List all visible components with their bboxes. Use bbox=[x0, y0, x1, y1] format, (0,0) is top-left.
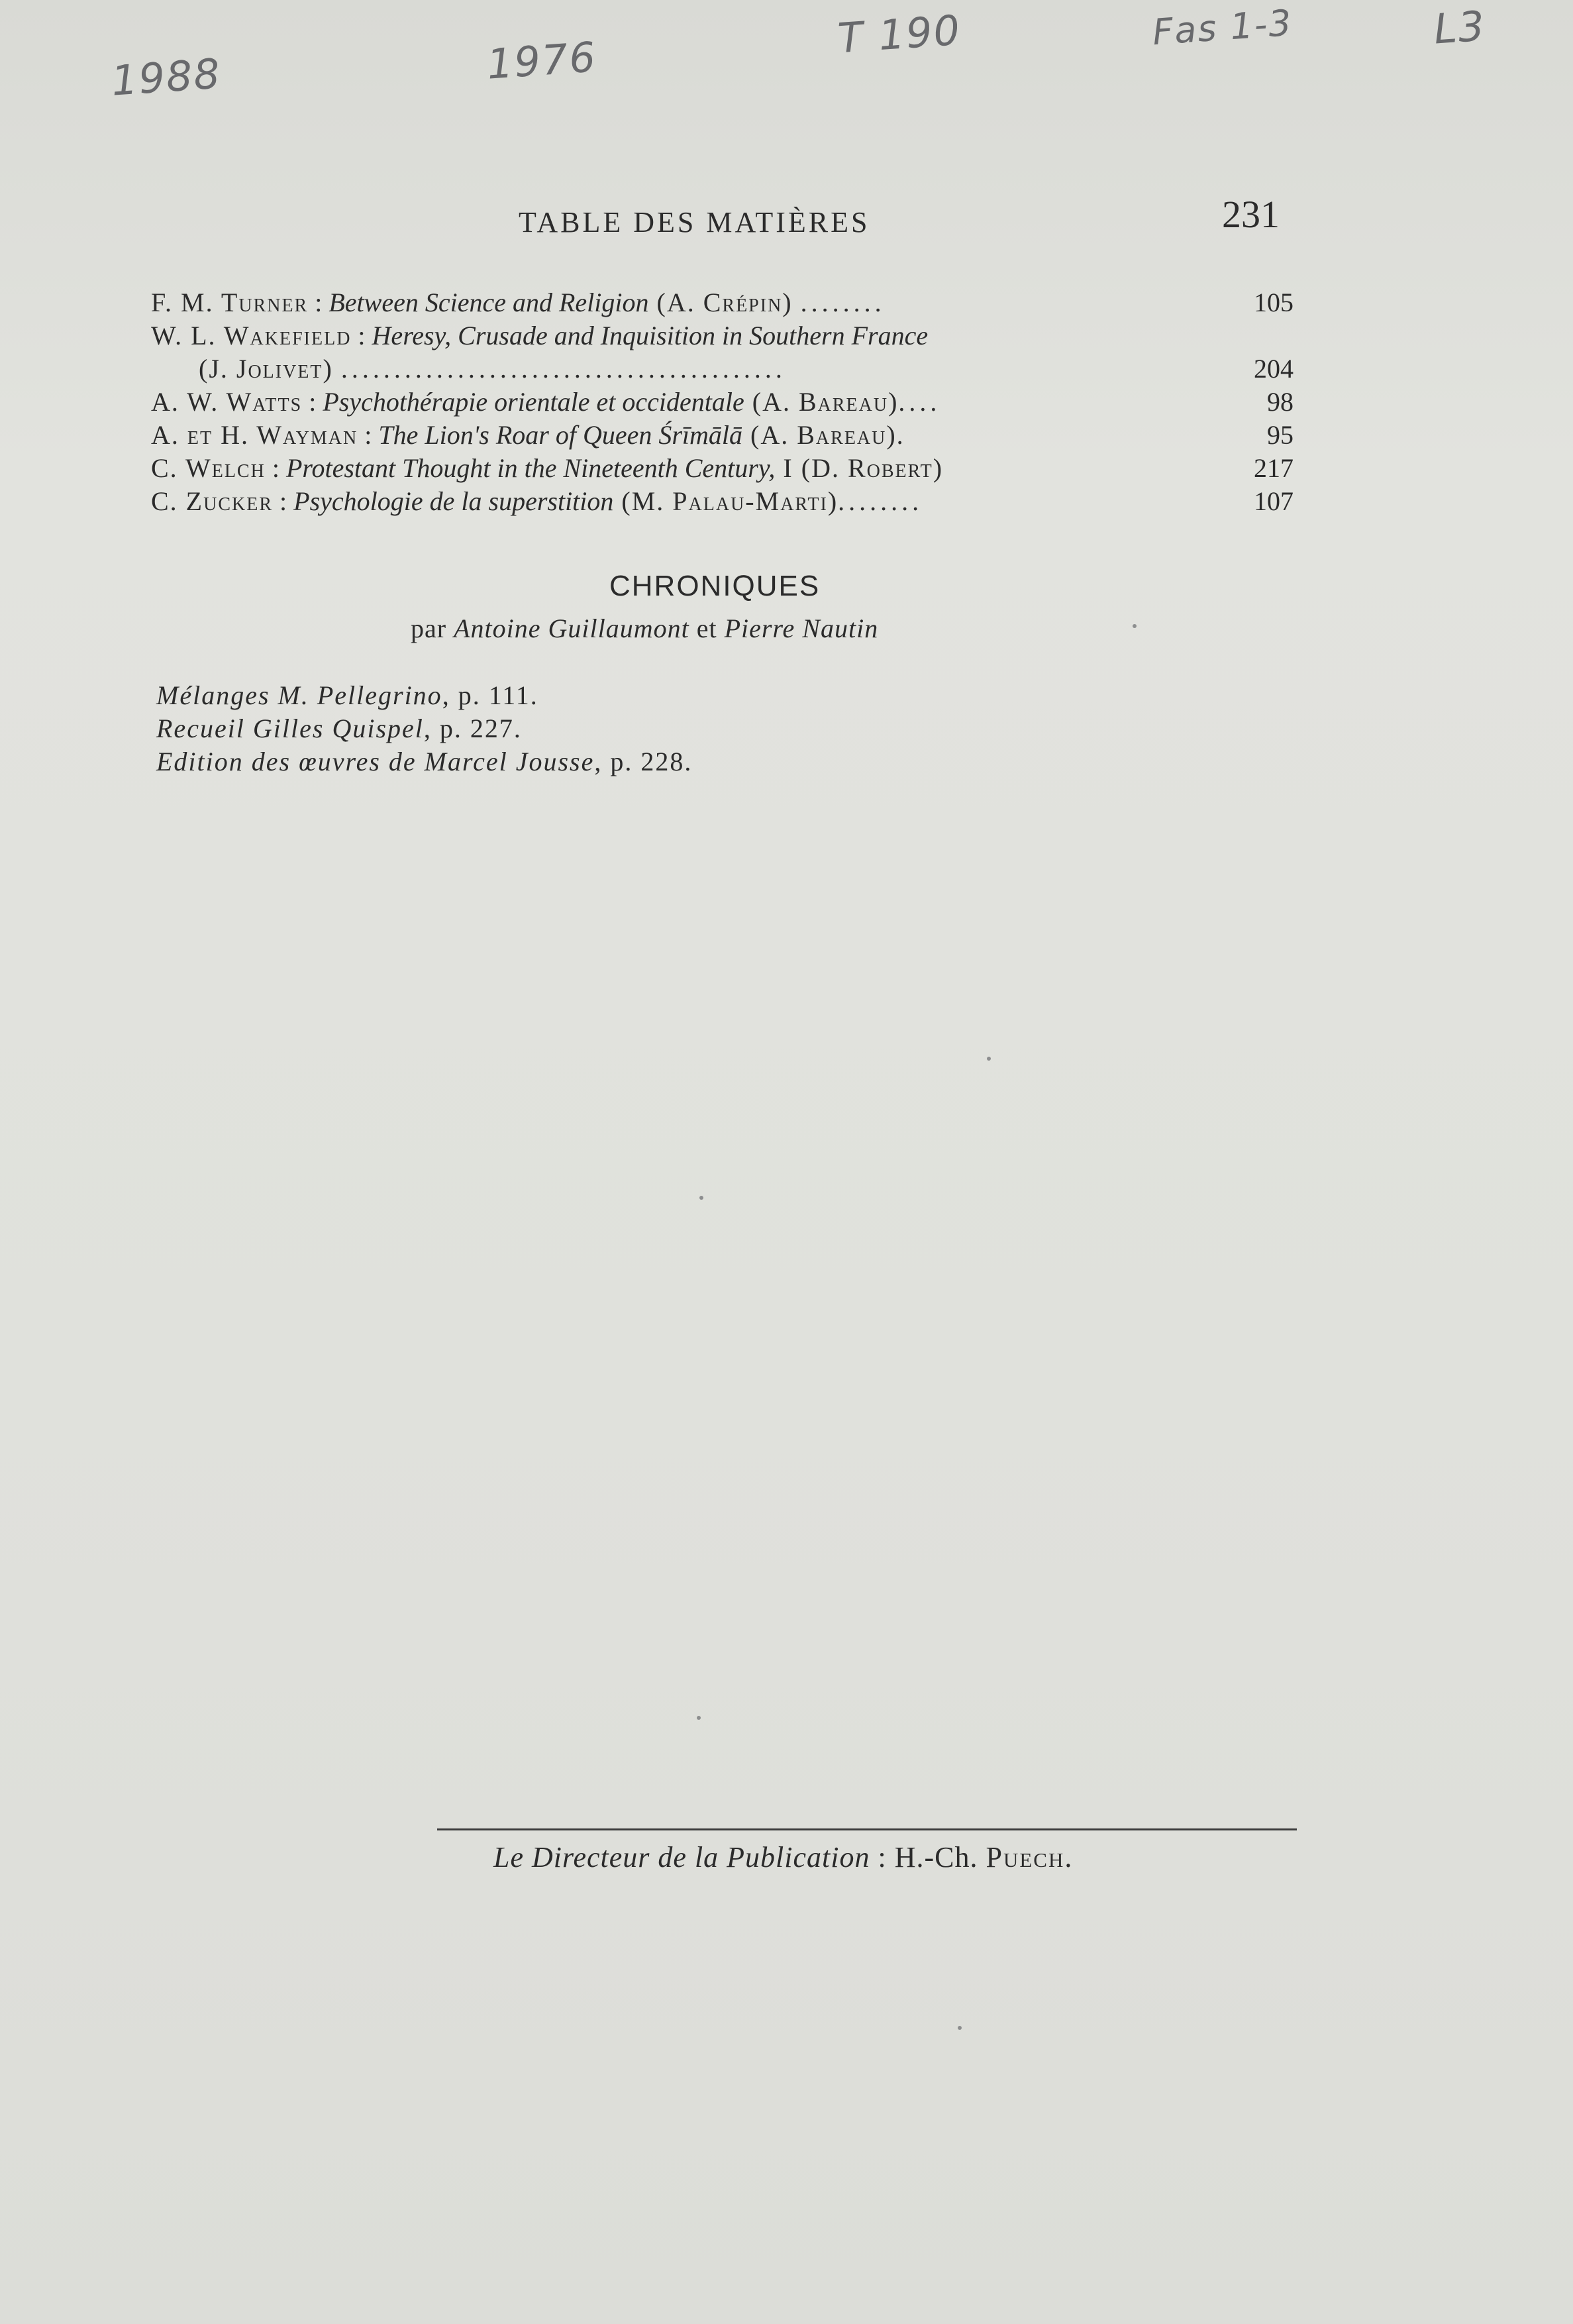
toc-entry-continuation bbox=[151, 352, 1294, 386]
scan-speck bbox=[697, 1716, 701, 1720]
toc-author: A. W. Watts bbox=[151, 387, 303, 417]
toc-entry-text bbox=[151, 452, 943, 485]
conjunction: et bbox=[696, 613, 717, 643]
chronicle-title: Edition des œuvres de Marcel Jousse bbox=[156, 747, 595, 776]
toc-entry bbox=[151, 485, 1294, 518]
toc-reviewer: (M. Palau-Marti) bbox=[613, 486, 838, 516]
author-name: Antoine Guillaumont bbox=[454, 613, 689, 643]
toc-title: Between Science and Religion bbox=[329, 288, 649, 317]
toc-page: 107 bbox=[1254, 486, 1294, 516]
author-name: Pierre Nautin bbox=[724, 613, 879, 643]
toc-separator: : bbox=[308, 288, 329, 317]
toc-entry bbox=[151, 319, 1294, 386]
toc-title: Psychothérapie orientale et occidentale bbox=[323, 387, 744, 417]
footer-label: Le Directeur de la Publication bbox=[493, 1841, 870, 1874]
handwritten-note-5: L3 bbox=[1432, 1, 1488, 54]
chronicle-title: Mélanges M. Pellegrino bbox=[156, 680, 442, 710]
toc-page: 95 bbox=[1267, 420, 1294, 450]
toc-entry bbox=[151, 286, 1294, 319]
chronicle-item bbox=[156, 679, 692, 712]
toc-title: The Lion's Roar of Queen Śrīmālā bbox=[378, 420, 743, 450]
chronicle-page-ref: , p. 227. bbox=[423, 713, 522, 743]
section-authors bbox=[411, 613, 878, 644]
toc-entry-text bbox=[151, 319, 928, 352]
toc-page: 105 bbox=[1254, 288, 1294, 317]
by-label: par bbox=[411, 613, 447, 643]
toc-list bbox=[151, 286, 1294, 518]
toc-title: Protestant Thought in the Nineteenth Century, bbox=[285, 453, 776, 483]
toc-author: C. Zucker bbox=[151, 486, 274, 516]
toc-page: 204 bbox=[1254, 354, 1294, 384]
toc-reviewer: (A. Bareau). bbox=[742, 420, 905, 450]
toc-title: Heresy, Crusade and Inquisition in Southern France bbox=[372, 321, 929, 350]
scan-speck bbox=[987, 1057, 991, 1061]
chronicle-page-ref: , p. 111. bbox=[442, 680, 538, 710]
toc-separator: : bbox=[273, 486, 294, 516]
toc-leader: ........ bbox=[838, 486, 923, 516]
toc-leader: .......................................... bbox=[340, 354, 786, 384]
footer-separator: : bbox=[870, 1841, 895, 1874]
page-number: 231 bbox=[1222, 193, 1280, 236]
page-title: TABLE DES MATIÈRES bbox=[519, 206, 870, 238]
scan-speck bbox=[1133, 624, 1137, 628]
handwritten-note-3: T 190 bbox=[836, 5, 963, 63]
toc-separator: : bbox=[265, 453, 286, 483]
toc-entry bbox=[151, 419, 1294, 452]
toc-page: 98 bbox=[1267, 387, 1294, 417]
handwritten-note-1: 1988 bbox=[109, 49, 223, 105]
toc-separator: : bbox=[358, 420, 379, 450]
toc-reviewer: I (D. Robert) bbox=[775, 453, 944, 483]
footer-name: Puech. bbox=[986, 1841, 1074, 1874]
toc-author: W. L. Wakefield bbox=[151, 321, 352, 350]
toc-separator: : bbox=[302, 387, 323, 417]
toc-author: A. et H. Wayman bbox=[151, 420, 358, 450]
footer-credit bbox=[493, 1840, 1073, 1874]
footer-divider bbox=[437, 1828, 1297, 1830]
toc-entry-text bbox=[151, 485, 923, 518]
toc-author: F. M. Turner bbox=[151, 288, 309, 317]
toc-page: 217 bbox=[1254, 453, 1294, 483]
toc-entry bbox=[151, 386, 1294, 419]
toc-reviewer: (A. Bareau) bbox=[744, 387, 899, 417]
toc-leader: .... bbox=[898, 387, 941, 417]
toc-title: Psychologie de la superstition bbox=[293, 486, 614, 516]
scan-speck bbox=[699, 1196, 703, 1200]
section-title: CHRONIQUES bbox=[609, 570, 821, 602]
footer-initials: H.-Ch. bbox=[894, 1841, 978, 1874]
chronicle-title: Recueil Gilles Quispel bbox=[156, 713, 424, 743]
toc-entry-text bbox=[151, 286, 886, 319]
chronicle-item bbox=[156, 712, 692, 745]
chronicle-page-ref: , p. 228. bbox=[594, 747, 693, 776]
toc-author: C. Welch bbox=[151, 453, 266, 483]
toc-separator: : bbox=[351, 321, 372, 350]
toc-entry-text bbox=[151, 386, 940, 419]
toc-entry bbox=[151, 452, 1294, 485]
scan-speck bbox=[958, 2026, 962, 2030]
chronicle-item bbox=[156, 745, 692, 778]
toc-reviewer: (A. Crépin) bbox=[648, 288, 801, 317]
chronicle-list bbox=[156, 679, 692, 778]
handwritten-note-4: Fas 1-3 bbox=[1151, 1, 1294, 54]
toc-leader: ........ bbox=[800, 288, 886, 317]
handwritten-note-2: 1976 bbox=[485, 32, 599, 89]
toc-reviewer: (J. Jolivet) bbox=[199, 354, 341, 384]
toc-entry-text bbox=[151, 419, 905, 452]
